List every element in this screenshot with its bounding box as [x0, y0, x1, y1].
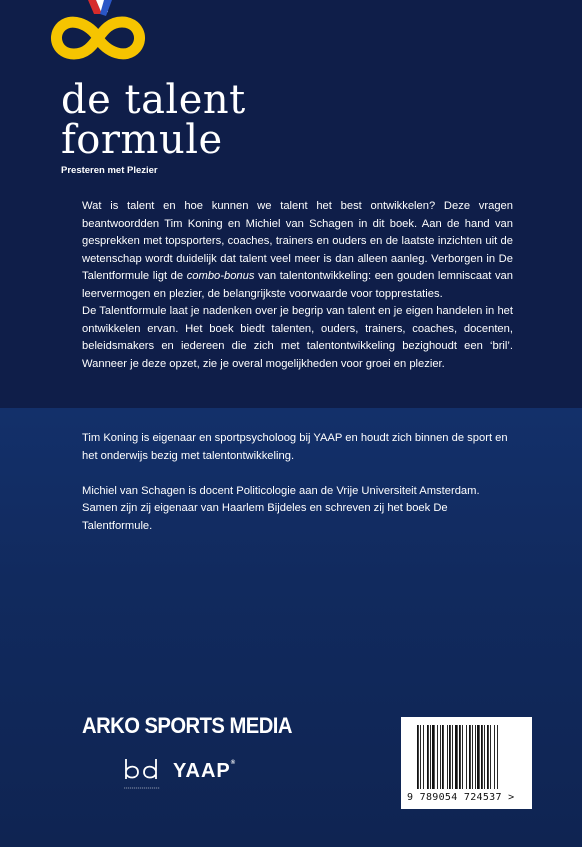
barcode-icon: [417, 725, 517, 789]
publisher-logo: ARKO SPORTS MEDIA: [82, 713, 292, 738]
yaap-registered-mark: ®: [230, 760, 237, 766]
barcode-number: [407, 792, 514, 803]
blurb-p1-part-b: van talentontwikkeling: een gouden lemniscaat van leervermogen en plezier, de belangrijkste voorwaarde voor topprestaties.: [82, 270, 513, 300]
yaap-logo-text: YAAP: [173, 760, 231, 782]
medal-infinity-icon: [48, 0, 148, 62]
author-bios: [82, 430, 513, 553]
author-bio-1: Tim Koning is eigenaar en sportpsycholoog bij YAAP en houdt zich binnen de sport en het onderwijs bezig met talentontwikkeling.: [82, 432, 508, 462]
barcode-arrow: >: [508, 792, 515, 803]
book-title: [61, 77, 246, 163]
isbn-digits: 9 789054 724537: [407, 792, 502, 803]
title-line-1: de talent: [61, 77, 246, 123]
book-subtitle: Presteren met Plezier: [61, 165, 158, 176]
yaap-logo: [173, 760, 236, 783]
blurb-paragraph-2: De Talentformule laat je nadenken over je begrip van talent en je eigen handelen in het ontwikkelen ervan. Het boek biedt talenten, ouders, trainers, coaches, docenten, beleidsmakers en iedereen die zich met talentontwikkeling bezighoudt een ‘bril’. Wanneer je deze opzet, zie je overal mogelijkheden voor groei en plezier.: [82, 305, 513, 370]
blurb-paragraph-1: [82, 198, 513, 303]
title-line-2: formule: [61, 117, 223, 163]
blurb-p1-emphasis: combo-bonus: [186, 270, 255, 282]
blurb-p1-part-a: Wat is talent en hoe kunnen we talent het best ontwikkelen? Deze vragen beantwoordden Tim Koning en Michiel van Schagen in dit boek. Aan de hand van gesprekken met topsporters, coaches, trainers en ouders en de laatste inzichten uit de wetenschap wordt duidelijk dat talent veel meer is dan alleen aanleg. Verborgen in De Talentformule ligt de: [82, 200, 513, 282]
author-bio-2: Michiel van Schagen is docent Politicologie aan de Vrije Universiteit Amsterdam. Samen zijn zij eigenaar van Haarlem Bijdeles en schreven zij het boek De Talentformule.: [82, 484, 480, 532]
barcode: [401, 717, 532, 809]
bijdeles-logo-icon: [120, 757, 164, 793]
blurb-text: [82, 198, 513, 373]
